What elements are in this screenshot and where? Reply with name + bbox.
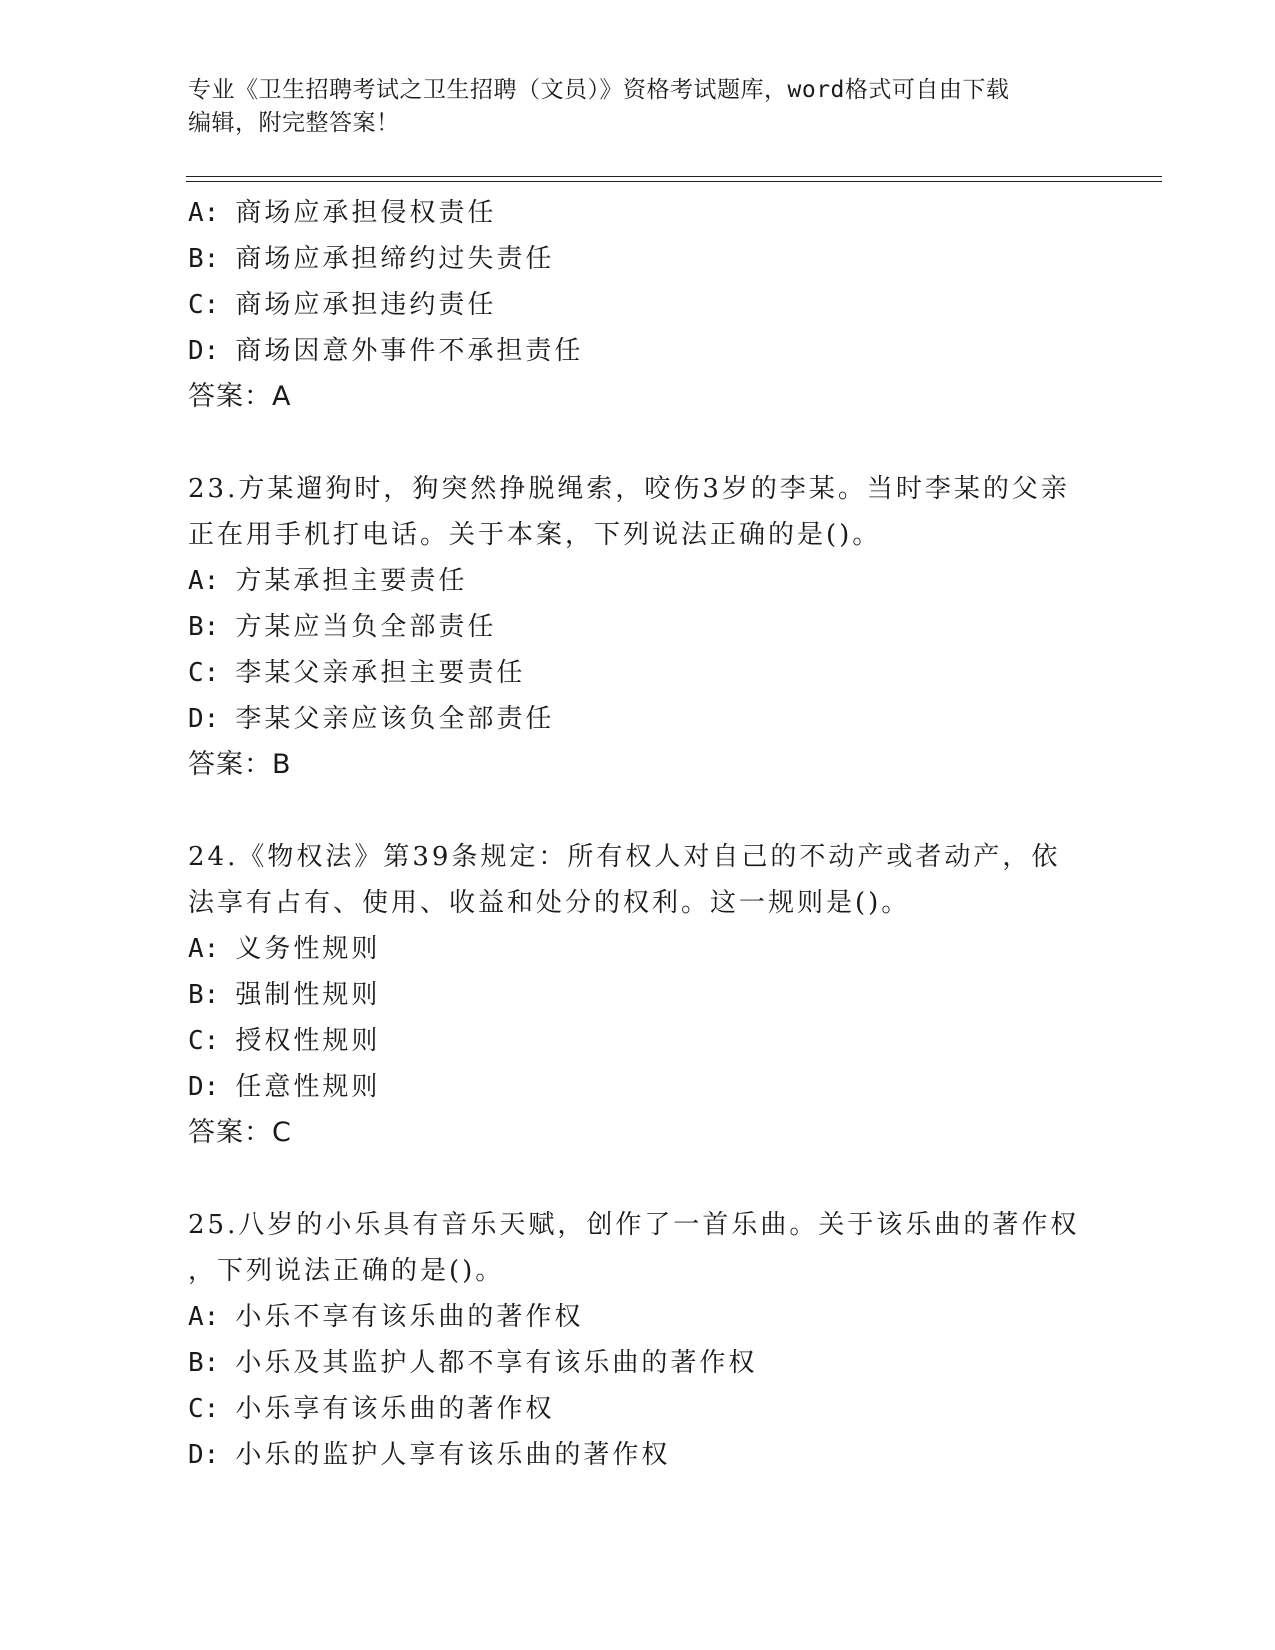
option-c: C: 授权性规则 xyxy=(188,1026,381,1056)
option-d: D: 商场因意外事件不承担责任 xyxy=(188,336,584,366)
question-text-line-2: 正在用手机打电话。关于本案，下列说法正确的是()。 xyxy=(188,520,882,550)
answer-line: 答案：C xyxy=(188,1117,292,1148)
header-line-1: 专业《卫生招聘考试之卫生招聘（文员）》资格考试题库，word格式可自由下载 xyxy=(188,77,1010,103)
header-line-2: 编辑，附完整答案！ xyxy=(188,110,400,136)
question-23 xyxy=(188,466,1088,788)
question-25 xyxy=(188,1202,1088,1478)
option-a: A: 义务性规则 xyxy=(188,934,381,964)
question-text-line-2: 法享有占有、使用、收益和处分的权利。这一规则是()。 xyxy=(188,888,911,918)
option-c: C: 小乐享有该乐曲的著作权 xyxy=(188,1394,555,1424)
option-b: B: 小乐及其监护人都不享有该乐曲的著作权 xyxy=(188,1348,758,1378)
document-header xyxy=(188,74,1088,140)
option-b: B: 商场应承担缔约过失责任 xyxy=(188,244,555,274)
question-text-line-2: ，下列说法正确的是()。 xyxy=(188,1256,505,1286)
option-a: A: 商场应承担侵权责任 xyxy=(188,198,497,228)
option-d: D: 小乐的监护人享有该乐曲的著作权 xyxy=(188,1440,671,1470)
answer-line: 答案：A xyxy=(188,381,292,412)
option-c: C: 商场应承担违约责任 xyxy=(188,290,497,320)
option-a: A: 方某承担主要责任 xyxy=(188,566,468,596)
header-rule-bottom xyxy=(186,181,1162,182)
question-list xyxy=(188,190,1088,1478)
option-b: B: 强制性规则 xyxy=(188,980,381,1010)
option-d: D: 任意性规则 xyxy=(188,1072,381,1102)
question-text-line-1: 24.《物权法》第39条规定：所有权人对自己的不动产或者动产，依 xyxy=(188,842,1061,872)
option-a: A: 小乐不享有该乐曲的著作权 xyxy=(188,1302,584,1332)
question-24 xyxy=(188,834,1088,1156)
answer-line: 答案：B xyxy=(188,749,292,780)
option-c: C: 李某父亲承担主要责任 xyxy=(188,658,526,688)
option-d: D: 李某父亲应该负全部责任 xyxy=(188,704,555,734)
question-text-line-1: 25.八岁的小乐具有音乐天赋，创作了一首乐曲。关于该乐曲的著作权 xyxy=(188,1210,1080,1240)
option-b: B: 方某应当负全部责任 xyxy=(188,612,497,642)
header-rule-top xyxy=(186,176,1162,177)
question-text-line-1: 23.方某遛狗时，狗突然挣脱绳索，咬伤3岁的李某。当时李某的父亲 xyxy=(188,474,1070,504)
question-22-continued xyxy=(188,190,1088,420)
